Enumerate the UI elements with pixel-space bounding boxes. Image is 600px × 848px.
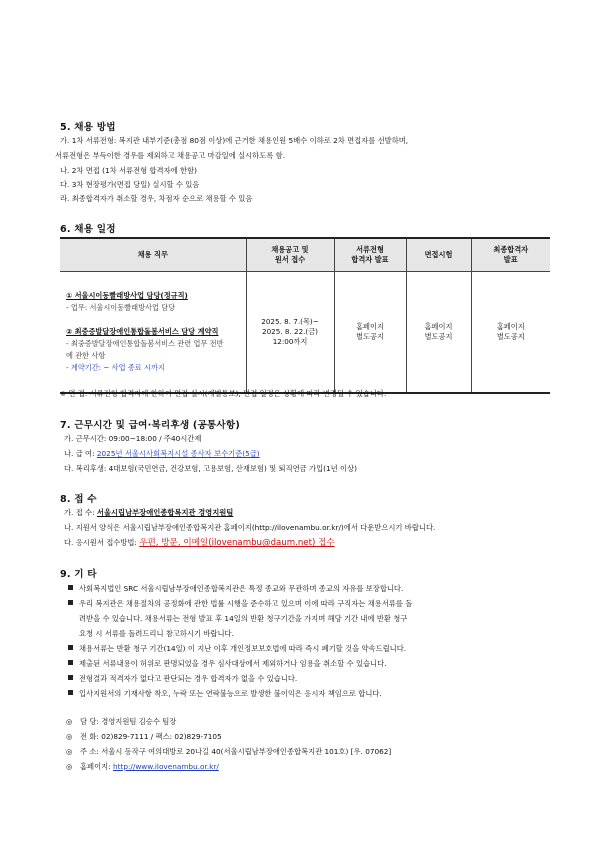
welfare: 다. 복리후생: 4대보험(국민연금, 건강보험, 고용보험, 산재보험) 및 퇴직연금 가입(1년 이상) bbox=[64, 464, 357, 473]
contact-address: ◎ 주 소: 서울시 동작구 여의대방로 20나길 40(서울시립남부장애인종합복지관 101호) [우. 07062] bbox=[66, 747, 392, 756]
section-5-title: 5. 채용 방법 bbox=[60, 122, 116, 133]
contact-homepage: ◎ 홈페이지: http://www.ilovenambu.or.kr/ bbox=[66, 762, 219, 771]
sec5-line-2: 나. 2차 면접 (1차 서류전형 합격자에 한함) bbox=[60, 166, 197, 175]
header-final: 최종합격자 발표 bbox=[471, 238, 550, 272]
doc-result-cell: 홈페이지 별도공지 bbox=[334, 272, 406, 394]
section-9-title: 9. 기 타 bbox=[60, 569, 97, 580]
pay-standard: 2025년 서울시사회복지시설 종사자 보수기준(5급) bbox=[96, 449, 260, 458]
job-2-title: ② 최중증발달장애인통합돌봄서비스 담당 계약직 bbox=[66, 327, 219, 336]
bullet-icon bbox=[68, 690, 73, 695]
job-1-desc: - 업무: 서울시이동빨래방사업 담당 bbox=[66, 303, 176, 312]
sec5-line-1b: 서류전형은 부득이한 경우를 제외하고 채용공고 마감일에 실시하도록 함. bbox=[55, 151, 286, 160]
bullet-icon bbox=[68, 660, 73, 665]
bullet-icon bbox=[68, 585, 73, 590]
contact-phone: ◎ 전 화: 02)829-7111 / 팩스: 02)829-7105 bbox=[66, 732, 222, 741]
contact-manager: ◎ 담 당: 경영지원팀 김승수 팀장 bbox=[66, 717, 177, 726]
work-hours: 가. 근무시간: 09:00~18:00 / 주40시간제 bbox=[64, 434, 202, 443]
section-8-title: 8. 접 수 bbox=[60, 494, 97, 505]
bullet-icon bbox=[68, 675, 73, 680]
application-period-cell: 2025. 8. 7.(목)~ 2025. 8. 22.(금) 12:00까지 bbox=[246, 272, 334, 394]
receipt-place-row: 가. 접 수: 서울시립남부장애인종합복지관 경영지원팀 bbox=[64, 508, 234, 517]
job-1-title: ① 서울시이동빨래방사업 담당(정규직) bbox=[66, 291, 188, 300]
application-forms: 나. 지원서 양식은 서울시립남부장애인종합복지관 홈페이지(http://ilovenambu.or.kr/)에서 다운받으시기 바랍니다. bbox=[64, 523, 436, 532]
bullet-icon bbox=[68, 600, 73, 605]
note-item-2: 우리 복지관은 채용절차의 공정화에 관한 법률 시행을 준수하고 있으며 이에 따라 구직자는 채용서류를 돌 bbox=[68, 598, 412, 609]
header-job: 채용 직무 bbox=[60, 238, 246, 272]
job-2-desc-1: - 최중증발달장애인통합돌봄서비스 관련 업무 전반 bbox=[66, 339, 224, 348]
note-item-3: 채용서류는 반환 청구 기간(14일) 이 지난 이후 개인정보보호법에 따라 즉시 폐기할 것을 약속드립니다. bbox=[68, 643, 406, 654]
section-6-title: 6. 채용 일정 bbox=[60, 224, 116, 235]
job-description-cell bbox=[60, 272, 246, 394]
job-2-contract: - 계약기간: ~ 사업 종료 시까지 bbox=[66, 363, 165, 372]
submission-method-row: 다. 응시원서 접수방법: 우편, 방문, 이메일(ilovenambu@daum.net) 접수 bbox=[64, 538, 335, 548]
homepage-link[interactable]: http://www.ilovenambu.or.kr/ bbox=[112, 762, 219, 771]
note-item-4: 제출된 서류내용이 허위로 판명되었을 경우 심사대상에서 제외하거나 임용을 취소할 수 있습니다. bbox=[68, 658, 386, 669]
bullet-icon bbox=[68, 645, 73, 650]
schedule-table bbox=[60, 237, 550, 394]
section-7-title: 7. 근무시간 및 급여·복리후생 (공통사항) bbox=[60, 420, 240, 431]
submission-method: 우편, 방문, 이메일(ilovenambu@daum.net) 접수 bbox=[139, 538, 335, 548]
sec5-line-1a: 가. 1차 서류전형: 복지관 내부기준(총점 80점 이상)에 근거한 채용인원 5배수 이하로 2차 면접자를 선발하며, bbox=[60, 136, 409, 145]
note-item-6: 입사지원서의 기재사항 착오, 누락 또는 연락불능으로 발생한 불이익은 응시자 책임으로 합니다. bbox=[68, 688, 382, 699]
pay-row: 나. 급 여: 2025년 서울시사회복지시설 종사자 보수기준(5급) bbox=[64, 449, 260, 458]
note-item-1: 사회복지법인 SRC 서울시립남부장애인종합복지관은 특정 종교와 무관하며 종교의 자유를 보장합니다. bbox=[68, 583, 403, 594]
job-2-desc-2: 에 관한 사항 bbox=[66, 351, 106, 360]
final-result-cell: 홈페이지 별도공지 bbox=[471, 272, 550, 394]
note-item-5: 전형결과 적격자가 없다고 판단되는 경우 합격자가 없을 수 있습니다. bbox=[68, 673, 297, 684]
header-interview: 면접시험 bbox=[406, 238, 471, 272]
interview-cell: 홈페이지 별도공지 bbox=[406, 272, 471, 394]
note-item-2-line-3: 요청 시 서류를 돌려드리니 참고하시기 바랍니다. bbox=[79, 629, 234, 638]
interview-note: ※ 면 접: 서류전형 합격자에 한하여 면접 실시(개별통보), 면접 일정은 상황에 따라 변경될 수 있습니다. bbox=[60, 389, 387, 398]
header-announce: 채용공고 및 원서 접수 bbox=[246, 238, 334, 272]
sec5-line-3: 다. 3차 현장평가(면접 당일) 실시할 수 있음 bbox=[60, 180, 200, 189]
receipt-place: 서울시립남부장애인종합복지관 경영지원팀 bbox=[96, 508, 234, 517]
note-item-2-line-2: 려받을 수 있습니다. 채용서류는 전형 발표 후 14일의 반환 청구기간을 가지며 해당 기간 내에 반환 청구 bbox=[79, 614, 408, 623]
header-doc-result: 서류전형 합격자 발표 bbox=[334, 238, 406, 272]
sec5-line-4: 라. 최종합격자가 취소할 경우, 차점자 순으로 채용할 수 있음 bbox=[60, 194, 253, 203]
